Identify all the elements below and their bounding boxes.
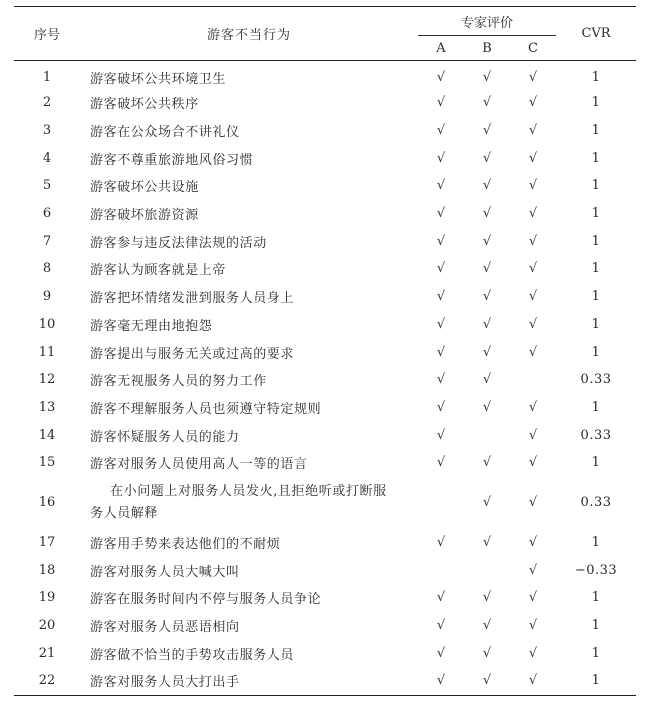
check-mark-expert-a: √ (436, 399, 446, 415)
table-row (14, 421, 636, 449)
row-behavior (80, 255, 418, 283)
row-number: 7 (42, 233, 52, 249)
check-mark-expert-a: √ (436, 233, 446, 249)
row-behavior (80, 612, 418, 640)
header-expert: 专家评价 (418, 7, 556, 36)
row-cvr: −0.33 (574, 562, 618, 578)
table-row (14, 283, 636, 311)
check-mark-expert-c (510, 366, 556, 394)
row-cvr: 0.33 (580, 495, 612, 511)
check-mark-expert-c: √ (510, 667, 556, 695)
row-cvr: 1 (591, 178, 601, 194)
row-behavior (80, 311, 418, 339)
check-mark-expert-a (418, 556, 464, 584)
row-behavior-text: 游客对服务人员使用高人一等的语言 (90, 457, 308, 473)
row-behavior-text: 游客破坏公共环境卫生 (90, 71, 227, 87)
check-mark-expert-b: √ (464, 667, 510, 695)
row-number: 19 (38, 590, 56, 606)
cvr-table (14, 6, 636, 696)
row-behavior-text: 游客对服务人员大喊大叫 (90, 564, 240, 580)
check-mark-expert-c: √ (528, 495, 538, 511)
check-mark-expert-c: √ (528, 123, 538, 139)
row-behavior (80, 117, 418, 145)
check-mark-expert-c: √ (528, 455, 538, 471)
row-behavior-line-2: 务人员解释 (90, 505, 159, 521)
row-cvr: 1 (591, 150, 601, 166)
row-number: 11 (38, 344, 56, 360)
row-number: 6 (42, 206, 52, 222)
check-mark-expert-c: √ (528, 645, 538, 661)
table-row (14, 338, 636, 366)
row-behavior-text: 游客提出与服务无关或过高的要求 (90, 346, 295, 362)
table-body (14, 61, 636, 696)
check-mark-expert-a: √ (436, 261, 446, 277)
table-row (14, 200, 636, 228)
row-cvr: 0.33 (580, 427, 612, 443)
row-behavior (80, 144, 418, 172)
check-mark-expert-a (418, 477, 464, 529)
row-cvr: 1 (591, 123, 601, 139)
check-mark-expert-c: √ (528, 618, 538, 634)
table-row (14, 172, 636, 200)
row-behavior-text: 游客无视服务人员的努力工作 (90, 374, 267, 390)
row-behavior-text: 游客对服务人员大打出手 (90, 675, 240, 691)
check-mark-expert-c: √ (528, 233, 538, 249)
row-behavior-text: 游客对服务人员恶语相向 (90, 620, 240, 636)
row-number: 14 (38, 427, 56, 443)
table-row (14, 255, 636, 283)
row-behavior (80, 366, 418, 394)
check-mark-expert-b: √ (482, 534, 492, 550)
table-row (14, 584, 636, 612)
row-cvr: 1 (591, 261, 601, 277)
check-mark-expert-c: √ (528, 344, 538, 360)
row-behavior-text: 游客破坏公共秩序 (90, 97, 199, 113)
row-number: 16 (38, 495, 56, 511)
header-expert-c: C (510, 36, 556, 61)
table-row (14, 529, 636, 557)
check-mark-expert-b (464, 421, 510, 449)
row-cvr: 1 (591, 289, 601, 305)
row-number: 2 (42, 95, 52, 111)
table-row (14, 449, 636, 477)
check-mark-expert-b: √ (482, 372, 492, 388)
row-behavior-text: 游客参与违反法律法规的活动 (90, 235, 267, 251)
check-mark-expert-c: √ (528, 69, 538, 85)
check-mark-expert-b: √ (482, 344, 492, 360)
header-no: 序号 (14, 7, 80, 61)
row-behavior-text: 游客破坏旅游资源 (90, 208, 199, 224)
row-cvr: 0.33 (580, 372, 612, 388)
check-mark-expert-c: √ (528, 399, 538, 415)
row-number: 3 (42, 123, 52, 139)
header-expert-a: A (418, 36, 464, 61)
check-mark-expert-c: √ (528, 261, 538, 277)
check-mark-expert-a: √ (436, 123, 446, 139)
check-mark-expert-b: √ (482, 618, 492, 634)
check-mark-expert-a: √ (436, 69, 446, 85)
row-behavior-text: 游客在服务时间内不停与服务人员争论 (90, 592, 322, 608)
table-row (14, 61, 636, 90)
check-mark-expert-b (464, 556, 510, 584)
row-behavior (80, 394, 418, 422)
row-behavior-text: 游客怀疑服务人员的能力 (90, 429, 240, 445)
check-mark-expert-c: √ (528, 590, 538, 606)
table-row (14, 311, 636, 339)
row-behavior (80, 421, 418, 449)
table-row (14, 639, 636, 667)
row-cvr: 1 (591, 534, 601, 550)
check-mark-expert-a: √ (436, 590, 446, 606)
row-behavior-text: 游客破坏公共设施 (90, 180, 199, 196)
check-mark-expert-a: √ (436, 95, 446, 111)
check-mark-expert-a: √ (436, 645, 446, 661)
check-mark-expert-b: √ (482, 150, 492, 166)
row-number: 5 (42, 178, 52, 194)
row-cvr: 1 (591, 206, 601, 222)
row-number: 17 (38, 534, 56, 550)
check-mark-expert-b: √ (482, 645, 492, 661)
row-cvr: 1 (591, 95, 601, 111)
check-mark-expert-a: √ (436, 618, 446, 634)
check-mark-expert-b: √ (482, 399, 492, 415)
row-behavior-line-1: 在小问题上对服务人员发火,且拒绝听或打断服 (110, 483, 387, 499)
row-behavior-text: 游客在公众场合不讲礼仪 (90, 125, 240, 141)
row-cvr: 1 (591, 316, 601, 332)
row-behavior-text: 游客不理解服务人员也须遵守特定规则 (90, 401, 322, 417)
check-mark-expert-b: √ (482, 206, 492, 222)
row-behavior-text: 游客用手势来表达他们的不耐烦 (90, 536, 281, 552)
row-behavior-text: 游客不尊重旅游地风俗习惯 (90, 152, 254, 168)
row-cvr: 1 (591, 590, 601, 606)
header-cvr: CVR (556, 7, 636, 61)
table-row (14, 144, 636, 172)
check-mark-expert-a: √ (418, 667, 464, 695)
check-mark-expert-b: √ (482, 261, 492, 277)
row-behavior (80, 338, 418, 366)
row-number: 18 (38, 562, 56, 578)
check-mark-expert-b: √ (482, 455, 492, 471)
header-expert-b: B (464, 36, 510, 61)
row-number: 21 (38, 645, 56, 661)
table-row (14, 394, 636, 422)
header-behavior: 游客不当行为 (80, 7, 418, 61)
row-cvr: 1 (591, 344, 601, 360)
row-behavior (80, 89, 418, 117)
row-behavior (80, 667, 418, 695)
table-row (14, 117, 636, 145)
table-row (14, 227, 636, 255)
row-behavior (80, 172, 418, 200)
check-mark-expert-a: √ (436, 206, 446, 222)
check-mark-expert-c: √ (528, 562, 538, 578)
check-mark-expert-c: √ (528, 150, 538, 166)
row-behavior (80, 477, 418, 529)
check-mark-expert-c: √ (528, 178, 538, 194)
table-row (14, 612, 636, 640)
row-behavior (80, 283, 418, 311)
row-behavior-text: 游客认为顾客就是上帝 (90, 263, 227, 279)
check-mark-expert-c: √ (528, 95, 538, 111)
check-mark-expert-b: √ (482, 495, 492, 511)
row-cvr: 1 (591, 399, 601, 415)
row-cvr: 1 (591, 233, 601, 249)
check-mark-expert-b: √ (482, 590, 492, 606)
check-mark-expert-c: √ (528, 316, 538, 332)
check-mark-expert-b: √ (482, 233, 492, 249)
check-mark-expert-a: √ (436, 150, 446, 166)
row-number: 15 (38, 455, 56, 471)
check-mark-expert-c: √ (528, 206, 538, 222)
table-row (14, 89, 636, 117)
table-row (14, 366, 636, 394)
table-row (14, 667, 636, 695)
row-cvr: 1 (591, 455, 601, 471)
row-behavior-text: 游客把坏情绪发泄到服务人员身上 (90, 291, 295, 307)
check-mark-expert-b: √ (482, 178, 492, 194)
row-number: 9 (42, 289, 52, 305)
row-behavior (80, 529, 418, 557)
check-mark-expert-b: √ (482, 316, 492, 332)
check-mark-expert-b: √ (482, 95, 492, 111)
check-mark-expert-a: √ (436, 178, 446, 194)
row-number: 1 (42, 69, 52, 85)
row-behavior (80, 227, 418, 255)
table-row (14, 556, 636, 584)
row-number: 22 (14, 667, 80, 695)
row-number: 13 (38, 399, 56, 415)
row-cvr: 1 (556, 667, 636, 695)
row-number: 4 (42, 150, 52, 166)
row-behavior (80, 449, 418, 477)
row-behavior (80, 556, 418, 584)
check-mark-expert-b: √ (482, 123, 492, 139)
check-mark-expert-a: √ (436, 316, 446, 332)
check-mark-expert-a: √ (436, 372, 446, 388)
table-row (14, 477, 636, 529)
check-mark-expert-c: √ (528, 289, 538, 305)
check-mark-expert-a: √ (436, 455, 446, 471)
check-mark-expert-b: √ (482, 69, 492, 85)
row-behavior (80, 639, 418, 667)
row-behavior (80, 61, 418, 90)
check-mark-expert-a: √ (436, 534, 446, 550)
row-number: 10 (38, 316, 56, 332)
row-cvr: 1 (591, 645, 601, 661)
row-behavior-text: 游客毫无理由地抱怨 (90, 318, 213, 334)
row-behavior-text: 游客做不恰当的手势攻击服务人员 (90, 647, 295, 663)
check-mark-expert-a: √ (436, 344, 446, 360)
check-mark-expert-c: √ (528, 534, 538, 550)
row-cvr: 1 (591, 618, 601, 634)
row-behavior (80, 584, 418, 612)
check-mark-expert-c: √ (528, 427, 538, 443)
row-cvr: 1 (591, 69, 601, 85)
check-mark-expert-b: √ (482, 289, 492, 305)
row-behavior (80, 200, 418, 228)
row-number: 20 (38, 618, 56, 634)
check-mark-expert-a: √ (436, 289, 446, 305)
row-number: 8 (42, 261, 52, 277)
check-mark-expert-a: √ (436, 427, 446, 443)
row-number: 12 (38, 372, 56, 388)
